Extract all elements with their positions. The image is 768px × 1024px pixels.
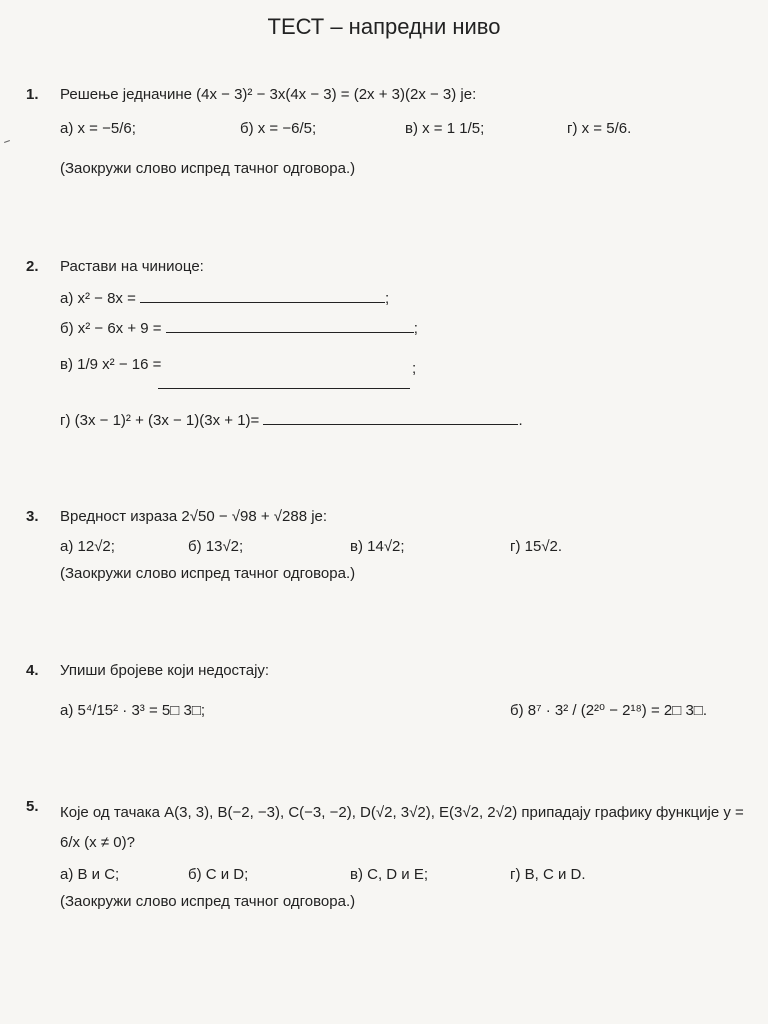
q2-part-b-label: б) x² − 6x + 9 = — [60, 320, 162, 337]
q3-note: (Заокружи слово испред тачног одговора.) — [60, 565, 356, 582]
q2-answer-d-line[interactable] — [263, 410, 518, 425]
q2-part-c-semicolon: ; — [412, 360, 417, 377]
q4-part-a[interactable]: а) 5⁴/15² · 3³ = 5□ 3□; — [60, 701, 206, 719]
q4-stem: Упиши бројеве који недостају: — [60, 662, 270, 679]
q5-stem: Које од тачака A(3, 3), B(−2, −3), C(−3, −2), D(√2, 3√2), E(3√2, 2√2) припадају графику функције y = 6/x (x ≠ 0)? — [60, 804, 744, 851]
q3-number: 3. — [26, 508, 39, 525]
q2-part-a: а) x² − 8x = ; — [60, 290, 390, 307]
q5-option-a[interactable]: а) B и C; — [60, 866, 120, 883]
q2-part-d-label: г) (3x − 1)² + (3x − 1)(3x + 1)= — [60, 412, 260, 429]
q2-answer-c-line[interactable] — [158, 388, 410, 389]
q1-option-b[interactable]: б) x = −6/5; — [240, 119, 317, 137]
q1-option-c[interactable]: в) x = 1 1/5; — [405, 119, 485, 137]
q1-stem: Решење једначине (4x − 3)² − 3x(4x − 3) = (2x + 3)(2x − 3) је: — [60, 86, 477, 103]
q1-number: 1. — [26, 86, 39, 103]
q1-option-a[interactable]: а) x = −5/6; — [60, 119, 136, 137]
q2-part-b: б) x² − 6x + 9 = ; — [60, 320, 418, 337]
page-title: ТЕСТ – напредни ниво — [267, 14, 501, 39]
q2-part-c — [60, 356, 161, 373]
q2-stem: Растави на чиниоце: — [60, 258, 204, 275]
q2-answer-a-line[interactable] — [140, 288, 385, 303]
q2-part-d: г) (3x − 1)² + (3x − 1)(3x + 1)= . — [60, 412, 523, 429]
q2-number: 2. — [26, 258, 39, 275]
q3-option-d[interactable]: г) 15√2. — [510, 538, 563, 555]
q1-option-d[interactable]: г) x = 5/6. — [567, 119, 632, 137]
q3-option-c[interactable]: в) 14√2; — [350, 538, 405, 555]
q5-note: (Заокружи слово испред тачног одговора.) — [60, 893, 356, 910]
q3-option-b[interactable]: б) 13√2; — [188, 538, 244, 555]
q2-answer-b-line[interactable] — [166, 318, 414, 333]
q5-option-c[interactable]: в) C, D и E; — [350, 866, 429, 883]
q5-number: 5. — [26, 798, 39, 815]
q1-note: (Заокружи слово испред тачног одговора.) — [60, 160, 356, 177]
q5-option-d[interactable]: г) B, C и D. — [510, 866, 586, 883]
scan-mark — [4, 140, 10, 143]
q3-stem: Вредност израза 2√50 − √98 + √288 је: — [60, 508, 328, 525]
q5-option-b[interactable]: б) C и D; — [188, 866, 249, 883]
q4-number: 4. — [26, 662, 39, 679]
q4-part-b[interactable]: б) 8⁷ · 3² / (2²⁰ − 2¹⁸) = 2□ 3□. — [510, 702, 708, 719]
q3-option-a[interactable]: а) 12√2; — [60, 538, 115, 555]
q2-part-c-label: в) 1/9 x² − 16 = — [60, 356, 162, 373]
q2-part-a-label: а) x² − 8x = — [60, 290, 136, 307]
